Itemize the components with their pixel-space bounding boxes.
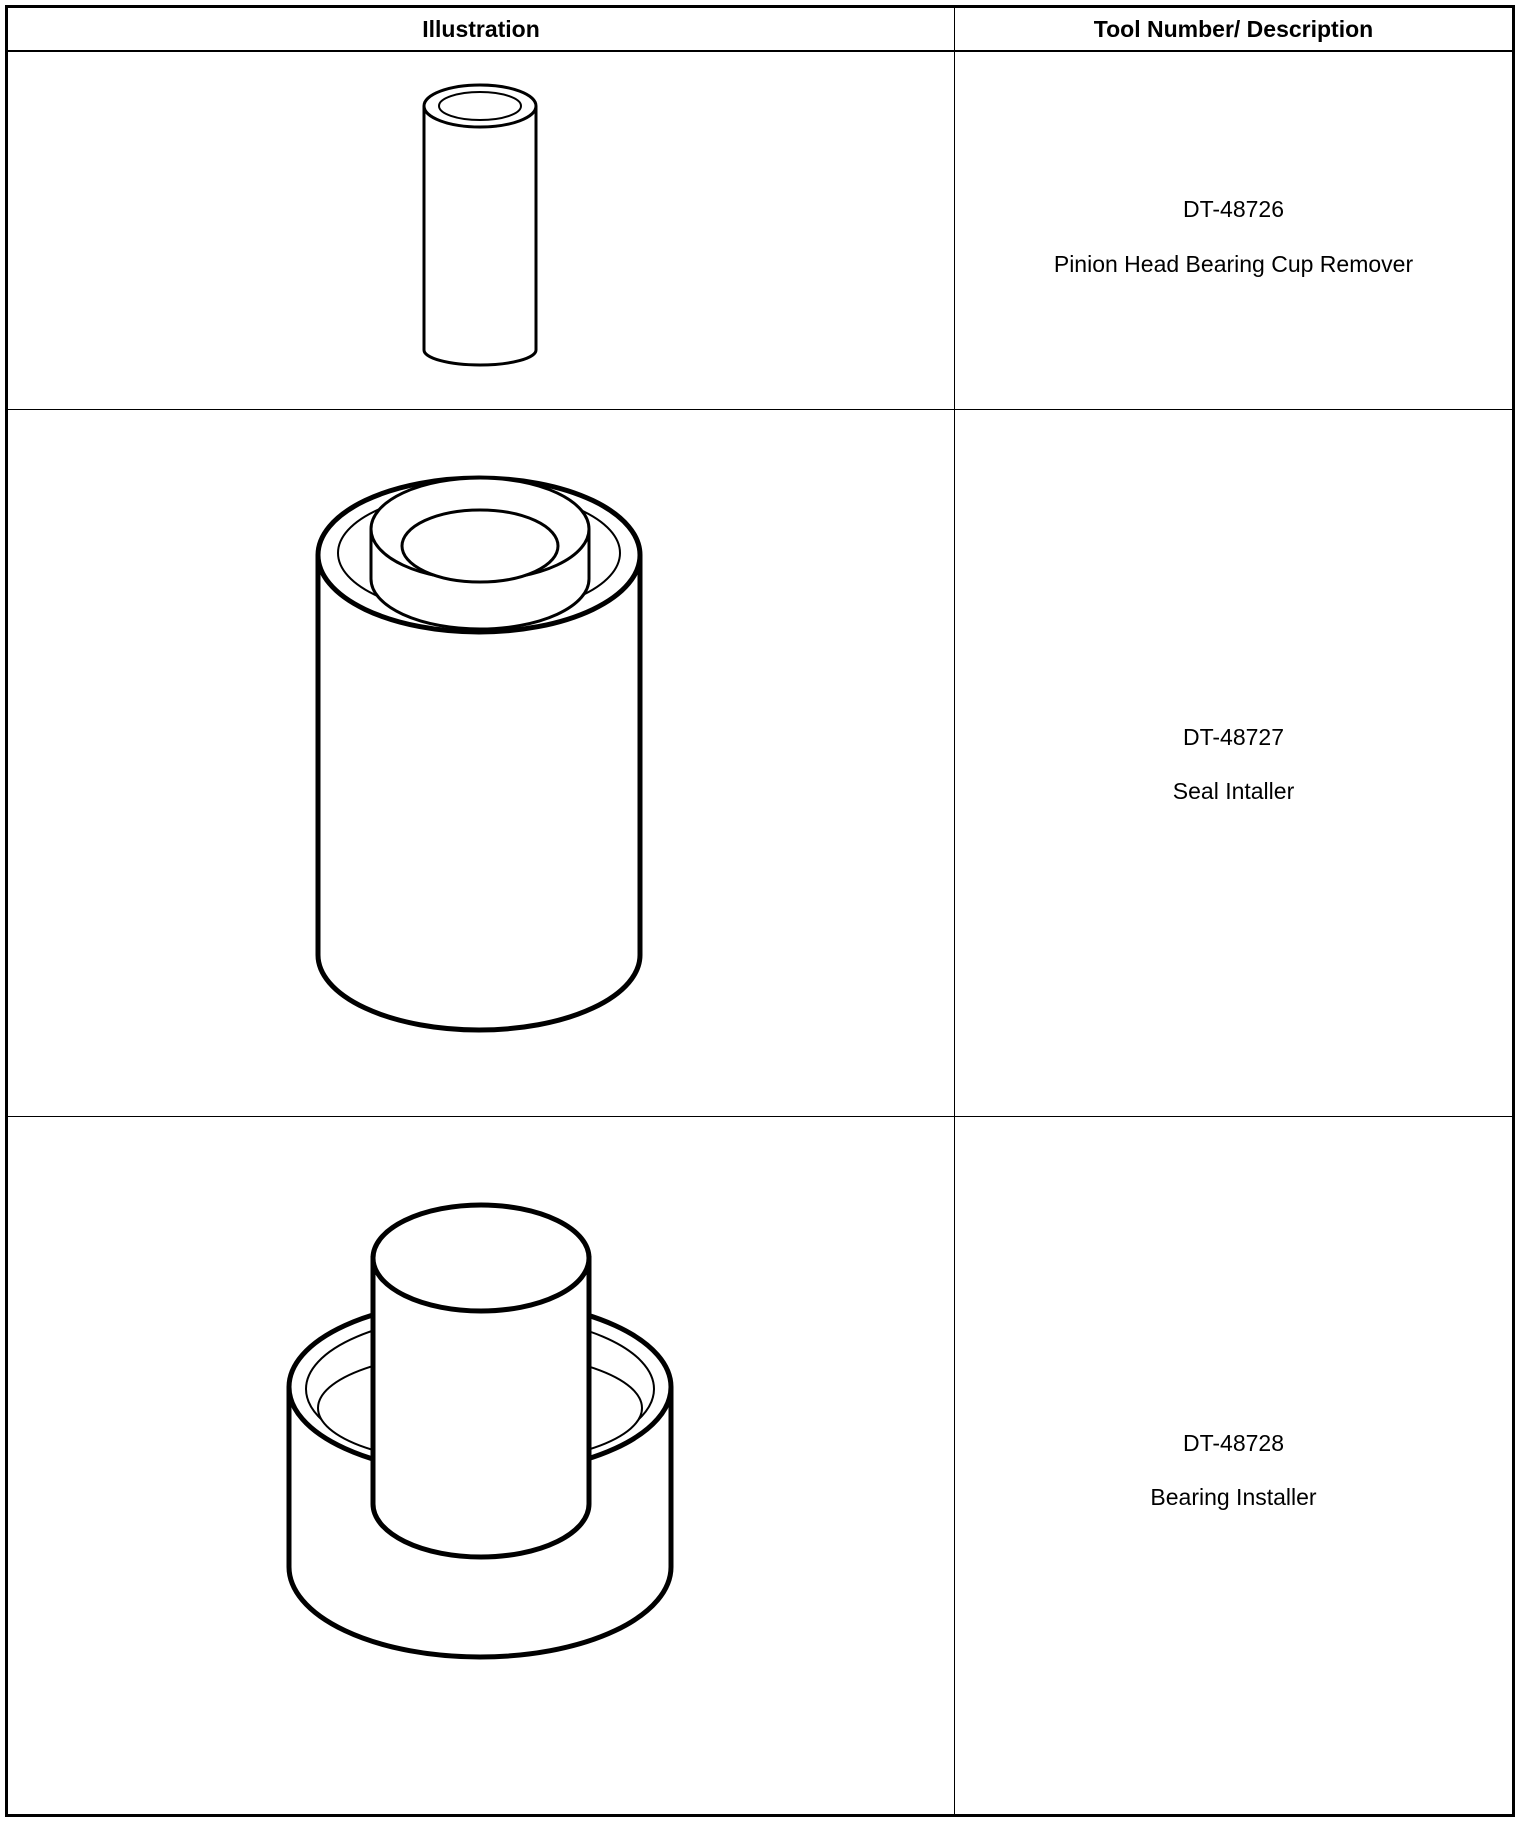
tool-number: DT-48726: [1182, 196, 1284, 222]
row-3-description: [955, 1117, 1512, 1820]
header-illustration: Illustration: [422, 15, 540, 42]
tool-number: DT-48728: [1182, 1430, 1284, 1456]
row-1-description: [955, 51, 1512, 409]
bearing-installer-tool-icon: [8, 1117, 954, 1820]
tools-table: [5, 5, 1515, 1817]
tool-description: Bearing Installer: [1150, 1484, 1317, 1510]
tube-tool-icon: [8, 51, 954, 409]
row-3-illustration: [8, 1117, 954, 1820]
row-1-illustration: [8, 51, 954, 409]
row-2-illustration: [8, 410, 954, 1116]
tool-description: Pinion Head Bearing Cup Remover: [1053, 251, 1414, 277]
row-2-description: [955, 410, 1512, 1116]
header-tool-description: Tool Number/ Description: [1093, 15, 1374, 42]
seal-installer-tool-icon: [8, 410, 954, 1116]
tool-number: DT-48727: [1182, 724, 1284, 750]
tool-description: Seal Intaller: [1172, 778, 1295, 804]
